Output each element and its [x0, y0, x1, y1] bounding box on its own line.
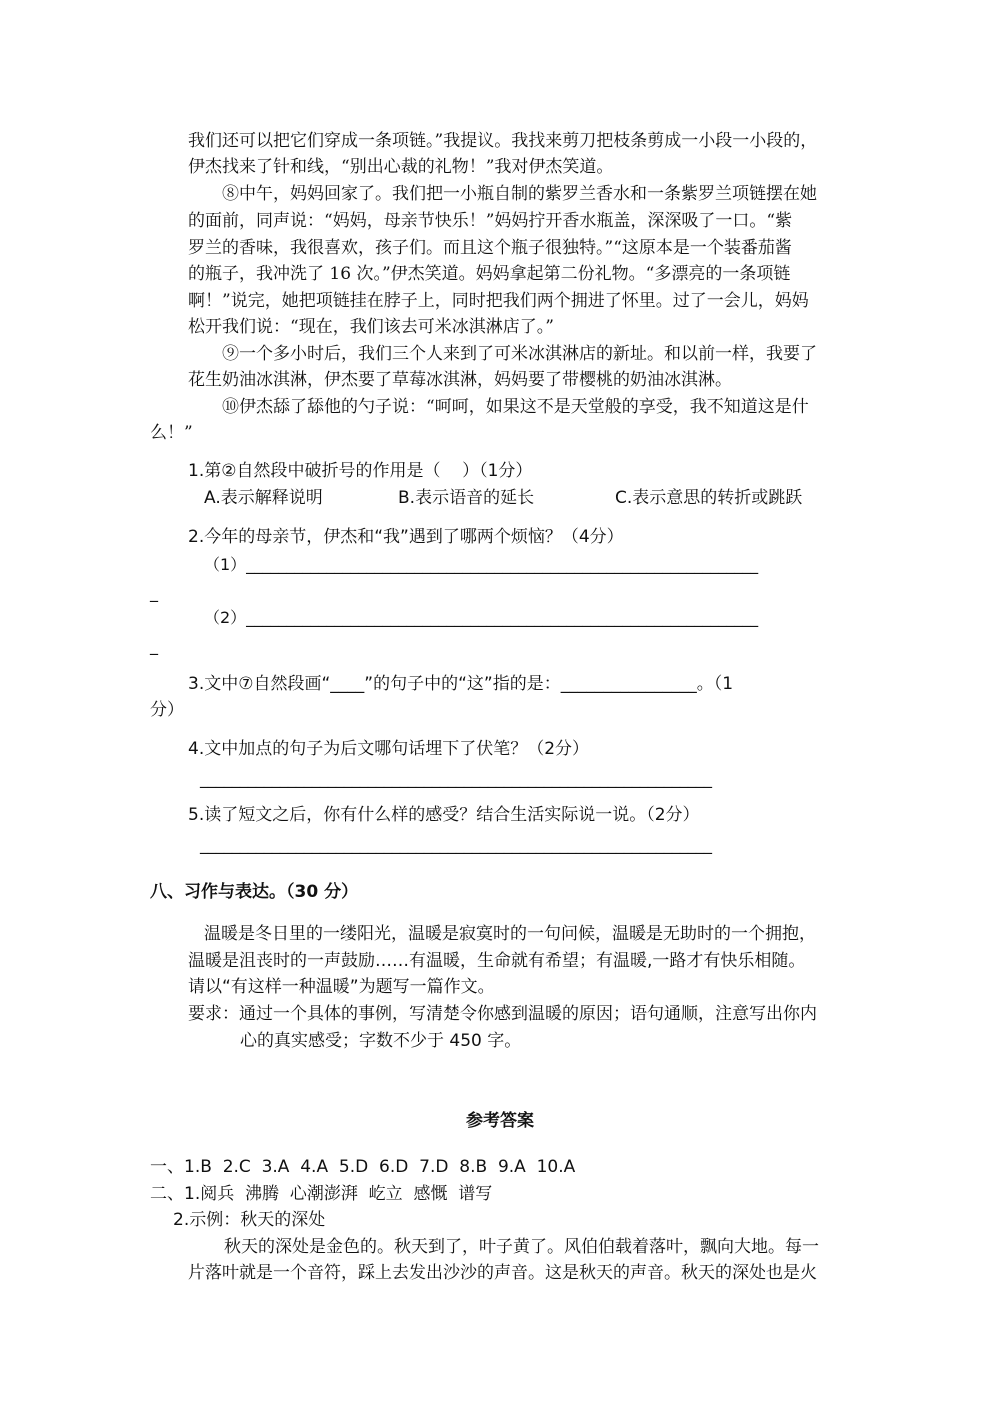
- essay-prompt-line: 温暖是沮丧时的一声鼓励……有温暖，生命就有希望；有温暖,一路才有快乐相随。: [188, 951, 806, 971]
- question-2: 2.今年的母亲节，伊杰和“我”遇到了哪两个烦恼？（4分）: [188, 527, 624, 547]
- q5-answer-blank[interactable]: ________________________________________________________________: [200, 835, 712, 854]
- story-line: 的面前，同声说：“妈妈，母亲节快乐！”妈妈拧开香水瓶盖，深深吸了一口。“紫: [188, 211, 793, 231]
- answer-part-2: 二、1.阅兵 沸腾 心潮澎湃 屹立 感慨 谱写: [150, 1184, 493, 1204]
- story-line: 么！”: [150, 423, 193, 443]
- answer-part-1: 一、1.B 2.C 3.A 4.A 5.D 6.D 7.D 8.B 9.A 10.A: [150, 1157, 576, 1177]
- story-line: 罗兰的香味，我很喜欢，孩子们。而且这个瓶子很独特。”“这原本是一个装番茄酱: [188, 238, 792, 258]
- answer-essay-line: 片落叶就是一个音符，踩上去发出沙沙的声音。这是秋天的声音。秋天的深处也是火: [188, 1263, 817, 1283]
- answer-key-title: 参考答案: [466, 1111, 534, 1131]
- question-3: 3.文中⑦自然段画“____”的句子中的“这”指的是：________________。（1: [188, 674, 734, 694]
- question-4: 4.文中加点的句子为后文哪句话埋下了伏笔？（2分）: [188, 739, 590, 759]
- story-paragraph-10: ⑩伊杰舔了舔他的勺子说：“呵呵，如果这不是天堂般的享受，我不知道这是什: [222, 397, 809, 417]
- essay-prompt-line: 温暖是冬日里的一缕阳光，温暖是寂寞时的一句问候，温暖是无助时的一个拥抱，: [204, 924, 816, 944]
- story-line: 花生奶油冰淇淋，伊杰要了草莓冰淇淋，妈妈要了带樱桃的奶油冰淇淋。: [188, 370, 732, 390]
- q2-blank-wrap-1: _: [150, 583, 158, 602]
- story-line: 我们还可以把它们穿成一条项链。”我提议。我找来剪刀把枝条剪成一小段一小段的，: [188, 131, 818, 151]
- question-3-wrap: 分）: [150, 700, 184, 720]
- question-1: 1.第②自然段中破折号的作用是（ ）（1分）: [188, 461, 533, 481]
- answer-essay-line: 秋天的深处是金色的。秋天到了，叶子黄了。风伯伯载着落叶，飘向大地。每一: [224, 1237, 819, 1257]
- q4-answer-blank[interactable]: ________________________________________________________________: [200, 769, 712, 788]
- question-5: 5.读了短文之后，你有什么样的感受？结合生活实际说一说。（2分）: [188, 805, 700, 825]
- story-line: 松开我们说：“现在，我们该去可米冰淇淋店了。”: [188, 317, 554, 337]
- answer-example-title: 2.示例：秋天的深处: [173, 1210, 326, 1230]
- story-line: 伊杰找来了针和线，“别出心裁的礼物！”我对伊杰笑道。: [188, 157, 614, 177]
- essay-requirement: 要求：通过一个具体的事例，写清楚令你感到温暖的原因；语句通顺，注意写出你内: [188, 1004, 817, 1024]
- story-paragraph-8: ⑧中午，妈妈回家了。我们把一小瓶自制的紫罗兰香水和一条紫罗兰项链摆在她: [222, 184, 817, 204]
- essay-instruction: 请以“有这样一种温暖”为题写一篇作文。: [188, 977, 495, 997]
- q1-option-a: A.表示解释说明: [204, 488, 323, 508]
- q1-option-c: C.表示意思的转折或跳跃: [615, 488, 803, 508]
- essay-requirement: 心的真实感受；字数不少于 450 字。: [240, 1031, 522, 1051]
- story-line: 啊！”说完，她把项链挂在脖子上，同时把我们两个拥进了怀里。过了一会儿，妈妈: [188, 291, 809, 311]
- q2-answer-blank-1[interactable]: （1）________________________________________________________________: [204, 555, 759, 574]
- story-line: 的瓶子，我冲洗了 16 次。”伊杰笑道。妈妈拿起第二份礼物。“多漂亮的一条项链: [188, 264, 791, 284]
- q2-answer-blank-2[interactable]: （2）________________________________________________________________: [204, 608, 759, 627]
- q2-blank-wrap-2: _: [150, 636, 158, 655]
- section-8-title: 八、习作与表达。（30 分）: [150, 882, 359, 902]
- q1-option-b: B.表示语音的延长: [398, 488, 535, 508]
- story-paragraph-9: ⑨一个多小时后，我们三个人来到了可米冰淇淋店的新址。和以前一样，我要了: [222, 344, 817, 364]
